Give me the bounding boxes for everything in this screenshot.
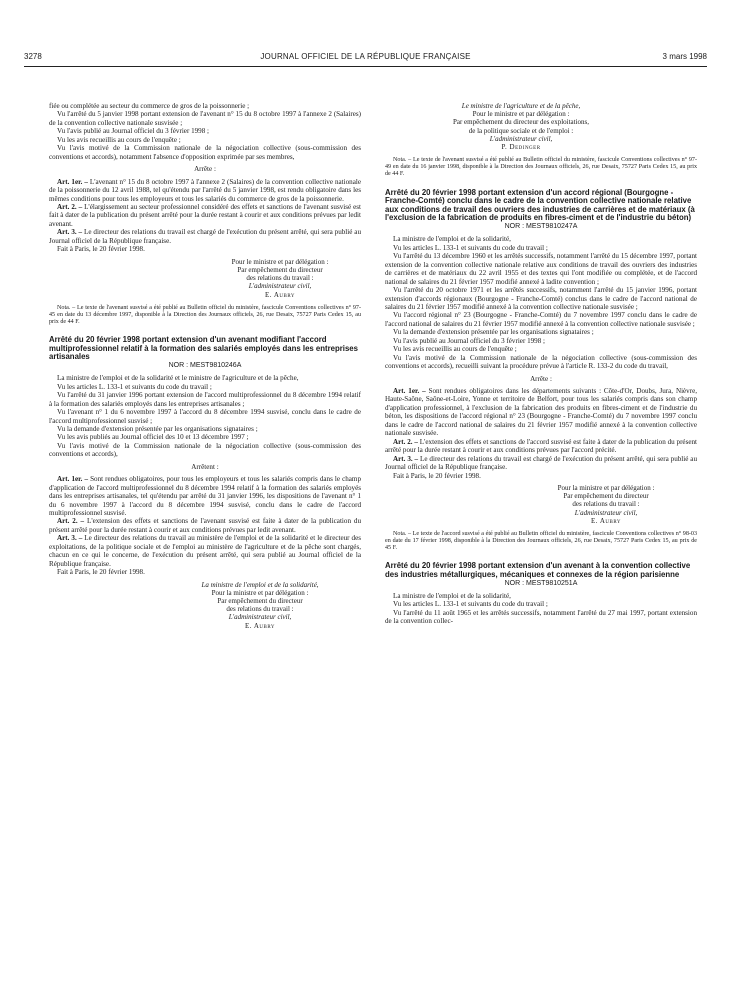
signature-line: Pour le ministre et par délégation :: [472, 110, 570, 119]
paragraph: Vu l'accord régional n° 23 (Bourgogne - Franche-Comté) du 7 novembre 1997 conclu dans le cadre de l'accord national de salaires du 21 février 1957 modifié annexé à la convention collective nationale susvisée ;: [385, 311, 697, 328]
article-1: [49, 178, 361, 203]
signature-block: [159, 581, 361, 630]
article-3: [49, 534, 361, 568]
nor-reference: NOR : MEST9810246A: [168, 361, 242, 369]
article-label: Art. 1er. –: [57, 475, 89, 484]
paragraph: Vu la demande d'extension présentée par les organisations signataires ;: [57, 424, 258, 433]
nota-note: Nota. – Le texte de l'accord susvisé a été publié au Bulletin officiel du ministère, fascicule Conventions collectives n° 98-03 en date du 17 février 1998, disponible à la Direction des Journaux officiels, 26, rue Desaix, 75727 Paris Cedex 15, au prix de 45 F.: [385, 531, 697, 552]
page-number: 3278: [24, 52, 42, 61]
paragraph: Vu les avis recueillis au cours de l'enquête ;: [393, 345, 517, 354]
signature-line: Le ministre de l'agriculture et de la pêche,: [461, 102, 581, 110]
paragraph: Vu les articles L. 133-1 et suivants du code du travail ;: [393, 600, 548, 609]
paragraph: La ministre de l'emploi et de la solidarité,: [393, 235, 511, 244]
article-1: [385, 387, 697, 438]
signature-line: Par empêchement du directeur: [563, 492, 649, 501]
right-column: [385, 102, 697, 626]
arrete-heading: Arrêtent :: [191, 462, 219, 471]
signature-line: des relations du travail :: [246, 274, 314, 283]
signature-line: Pour la ministre et par délégation :: [557, 484, 655, 493]
article-label: Art. 2. –: [57, 202, 83, 211]
signatory-name: P. Dedinger: [501, 143, 541, 152]
fait-a-paris: Fait à Paris, le 20 février 1998.: [393, 471, 481, 480]
signature-line: L'administrateur civil,: [489, 134, 553, 143]
article-label: Art. 2. –: [57, 517, 85, 526]
article-text: L'extension des effets et sanctions de l'avenant susvisé est faite à dater de la publication du présent arrêté pour la durée restant à courir et aux conditions prévues par ledit avenant.: [49, 517, 361, 534]
fait-a-paris: Fait à Paris, le 20 février 1998.: [57, 568, 145, 577]
signature-line: Par empêchement du directeur: [217, 597, 303, 606]
article-label: Art. 3. –: [57, 534, 83, 543]
article-3: [49, 228, 361, 245]
article-text: Sont rendues obligatoires dans les départements suivants : Côte-d'Or, Doubs, Jura, Nièvre, Haute-Saône, Saône-et-Loire, Yonne et territoire de Belfort, pour tous les salariés compris dans son champ d'application professionnel, à l'exclusion de la fabrication des produits en fibres-ciment et de l'industrie du béton, les dispositions de l'accord régional n° 23 (Bourgogne - Franche-Comté) du 7 novembre 1997 conclu dans le cadre de l'accord national de salaires du 21 février 1957 modifié annexé à la convention collective nationale susvisée.: [385, 387, 698, 438]
signature-line: L'administrateur civil,: [574, 508, 638, 517]
paragraph: Vu l'arrêté du 13 décembre 1960 et les arrêtés successifs, notamment l'arrêté du 15 décembre 1997, portant extension de la convention collective nationale relative aux conditions de travail des ouvriers des industries de carrières et de matériaux du 22 avril 1955 et des textes qui l'ont modifiée ou complétée, et de l'accord national de salaires du 21 février 1957 modifié annexé à ladite convention ;: [385, 252, 697, 286]
paragraph: Vu l'avis publié au Journal officiel du 3 février 1998 ;: [57, 127, 210, 136]
signatory-name: E. Aubry: [264, 290, 296, 299]
signature-line: des relations du travail :: [572, 500, 640, 509]
signature-block: [199, 258, 361, 299]
page-header: [24, 52, 707, 67]
nota-note: Nota. – Le texte de l'avenant susvisé a été publié au Bulletin officiel du ministère, fascicule Conventions collectives n° 97-45 en date du 13 décembre 1997, disponible à la Direction des Journaux officiels, 26, rue Desaix, 75727 Paris Cedex 15, au prix de 44 F.: [49, 304, 361, 325]
article-3: [385, 455, 697, 472]
paragraph: Vu l'arrêté du 5 janvier 1998 portant extension de l'avenant n° 15 du 8 octobre 1997 à l'annexe 2 (Salaires) de la convention collective nationale susvisée ;: [49, 110, 361, 127]
signature-block: [385, 102, 657, 151]
paragraph: Vu les avis recueillis au cours de l'enquête ;: [57, 135, 181, 144]
paragraph: fiée ou complétée au secteur du commerce de gros de la poissonnerie ;: [49, 102, 250, 110]
article-1: [49, 475, 361, 517]
paragraph: Vu les articles L. 133-1 et suivants du code du travail ;: [57, 382, 212, 391]
paragraph: Vu l'arrêté du 31 janvier 1996 portant extension de l'accord multiprofessionnel du 8 décembre 1994 relatif à la formation des salariés employés dans les entreprises artisanales ;: [49, 391, 361, 408]
article-label: Art. 2. –: [393, 437, 418, 446]
article-label: Art. 3. –: [57, 228, 83, 237]
decree-headline: Arrêté du 20 février 1998 portant extension d'un accord régional (Bourgogne - Franche-Comté) conclu dans le cadre de la convention collective nationale relative aux conditions de travail des ouvriers des industries de carrières et de matériaux (à l'exclusion de la fabrication de produits en fibres-ciment et de l'industrie du béton): [385, 187, 695, 223]
arrete-heading: Arrête :: [194, 165, 216, 174]
paragraph: Vu l'arrêté du 11 août 1965 et les arrêtés successifs, notamment l'arrêté du 27 mai 1997, portant extension de la convention collec-: [385, 608, 697, 626]
paragraph: Vu l'avenant n° 1 du 6 novembre 1997 à l'accord du 8 décembre 1994 susvisé, conclu dans le cadre de l'accord multiprofessionnel susvisé ;: [49, 408, 361, 425]
article-text: Le directeur des relations du travail au ministère de l'emploi et de la solidarité et le directeur des exploitations, de la politique sociale et de l'emploi au ministère de l'agriculture et de la pêche sont chargés, chacun en ce qui le concerne, de l'exécution du présent arrêté, qui sera publié au Journal officiel de la République française.: [49, 534, 361, 568]
signatory-name: E. Aubry: [590, 516, 622, 525]
signature-block: [515, 484, 697, 525]
article-text: Le directeur des relations du travail est chargé de l'exécution du présent arrêté, qui sera publié au Journal officiel de la République française.: [49, 228, 362, 245]
paragraph: Vu les articles L. 133-1 et suivants du code du travail ;: [393, 243, 548, 252]
signature-line: Par empêchement du directeur: [237, 265, 323, 274]
journal-title: JOURNAL OFFICIEL DE LA RÉPUBLIQUE FRANÇAISE: [260, 52, 471, 61]
paragraph: Vu l'avis motivé de la Commission nationale de la négociation collective (sous-commission des conventions et accords), recueilli suivant la procédure prévue à l'article R. 133-2 du code du travail,: [385, 353, 697, 371]
signature-line: L'administrateur civil,: [248, 282, 312, 291]
signature-line: Pour la ministre et par délégation :: [211, 588, 309, 597]
arrete-heading: Arrête :: [530, 374, 552, 383]
decree-headline: Arrêté du 20 février 1998 portant extension d'un avenant à la convention collective des industries métallurgiques, mécaniques et connexes de la région parisienne: [385, 561, 691, 579]
paragraph: Vu l'avis motivé de la Commission nationale de la négociation collective (sous-commission des conventions et accords), notamment l'absence d'opposition exprimée par ses membres,: [49, 144, 361, 161]
article-2: [49, 517, 361, 534]
article-label: Art. 1er. –: [393, 387, 426, 396]
signature-line: L'administrateur civil,: [228, 613, 292, 622]
article-label: Art. 1er. –: [57, 177, 88, 186]
paragraph: La ministre de l'emploi et de la solidarité,: [393, 591, 511, 600]
nota-note: Nota. – Le texte de l'avenant susvisé a été publié au Bulletin officiel du ministère, fascicule Conventions collectives n° 97-49 en date du 16 janvier 1998, disponible à la Direction des Journaux officiels, 26, rue Desaix, 75727 Paris Cedex 15, au prix de 44 F.: [385, 157, 697, 178]
issue-date: 3 mars 1998: [662, 52, 707, 61]
article-text: Le directeur des relations du travail est chargé de l'exécution du présent arrêté, qui sera publié au Journal officiel de la République française.: [385, 454, 698, 472]
paragraph: Vu l'avis motivé de la Commission nationale de la négociation collective (sous-commission des conventions et accords),: [49, 441, 361, 459]
article-label: Art. 3. –: [393, 454, 419, 463]
article-2: [49, 203, 361, 228]
article-2: [385, 438, 697, 455]
fait-a-paris: Fait à Paris, le 20 février 1998.: [57, 245, 145, 254]
signature-line: de la politique sociale et de l'emploi :: [468, 126, 574, 135]
article-text: L'extension des effets et sanctions de l'accord susvisé est faite à dater de la publication du présent arrêté pour la durée restant à courir et aux conditions prévues par l'accord précité.: [385, 437, 698, 455]
signature-line: des relations du travail :: [226, 605, 294, 614]
left-column: [49, 102, 361, 630]
article-text: L'avenant n° 15 du 8 octobre 1997 à l'annexe 2 (Salaires) de la convention collective nationale de la poissonnerie du 12 avril 1988, tel qu'étendu par l'arrêté du 5 janvier 1998, est rendu obligatoire dans les mêmes conditions pour tous les employeurs et tous les salariés du commerce de gros de la poissonnerie.: [49, 177, 361, 203]
signatory-name: E. Aubry: [244, 621, 276, 630]
signature-line: Pour le ministre et par délégation :: [231, 257, 329, 266]
paragraph: Vu l'arrêté du 20 octobre 1971 et les arrêtés successifs, notamment l'arrêté du 15 janvier 1996, portant extension d'accords régionaux (Bourgogne - Franche-Comté) conclus dans le cadre de l'accord national de salaires du 21 février 1957 modifié annexé à la convention collective nationale susvisée ;: [385, 286, 697, 311]
decree-headline: Arrêté du 20 février 1998 portant extension d'un avenant modifiant l'accord multiprofessionnel relatif à la formation des salariés employés dans les entreprises artisanales: [49, 335, 358, 362]
nor-reference: NOR : MEST9810251A: [504, 579, 578, 587]
signature-line: Par empêchement du directeur des exploitations,: [452, 118, 590, 127]
signature-line: La ministre de l'emploi et de la solidarité,: [201, 580, 319, 589]
paragraph: La ministre de l'emploi et de la solidarité et le ministre de l'agriculture et de la pêche,: [57, 374, 299, 383]
article-text: Sont rendues obligatoires, pour tous les employeurs et tous les salariés compris dans le champ d'application de l'accord multiprofessionnel du 8 décembre 1994 relatif à la formation des salariés employés dans les entreprises artisanales, tel qu'étendu par arrêté du 31 janvier 1996, les dispositions de l'avenant n° 1 du 6 novembre 1997 à l'accord du 8 décembre 1994 susvisé, conclu dans le cadre de l'accord multiprofessionnel susvisé.: [49, 475, 361, 518]
paragraph: Vu les avis publiés au Journal officiel des 10 et 13 décembre 1997 ;: [57, 433, 249, 442]
nor-reference: NOR : MEST9810247A: [504, 222, 578, 230]
article-text: L'élargissement au secteur professionnel considéré des effets et sanctions de l'avenant susvisé est fait à dater de la publication du présent arrêté pour la durée restant à courir et aux conditions prévues par ledit avenant.: [49, 202, 361, 228]
paragraph: Vu la demande d'extension présentée par les organisations signataires ;: [393, 328, 594, 337]
paragraph: Vu l'avis publié au Journal officiel du 3 février 1998 ;: [393, 336, 546, 345]
